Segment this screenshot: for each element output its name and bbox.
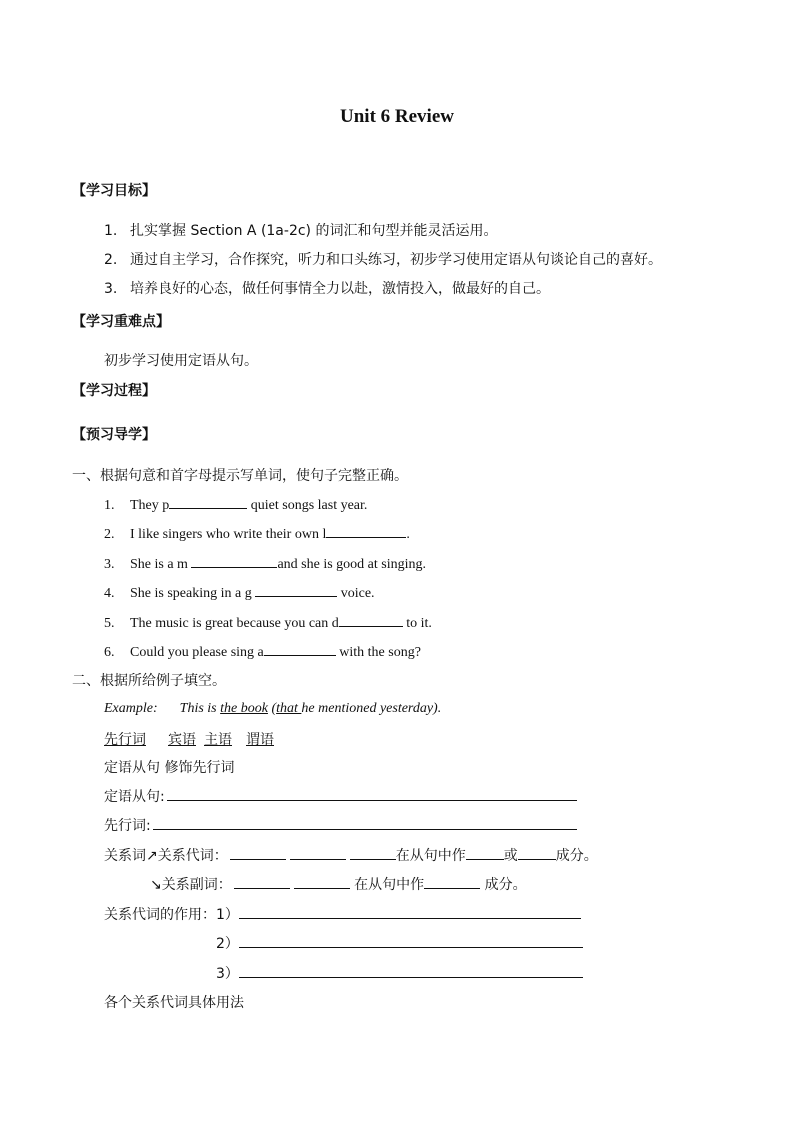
difficult-text: 初步学习使用定语从句。	[104, 353, 258, 369]
part1-heading: 一、根据句意和首字母提示写单词，使句子完整正确。	[72, 468, 408, 484]
answer-blank[interactable]	[518, 845, 556, 860]
answer-blank[interactable]	[294, 874, 350, 889]
answer-blank[interactable]	[239, 933, 583, 948]
fill-number: 5.	[104, 616, 115, 631]
fill-item	[104, 494, 367, 514]
answer-blank[interactable]	[234, 874, 290, 889]
section-process-heading: 【学习过程】	[72, 383, 156, 399]
goal-number: 3.	[104, 281, 118, 297]
pronoun-function-num: 2）	[216, 936, 239, 952]
fill-number: 4.	[104, 586, 115, 601]
section-difficult-heading: 【学习重难点】	[72, 314, 170, 330]
part2-heading: 二、根据所给例子填空。	[72, 673, 226, 689]
relative-pronoun-line	[104, 845, 598, 865]
fill-number: 2.	[104, 527, 115, 542]
example-open: (	[267, 701, 277, 716]
fill-number: 3.	[104, 557, 115, 572]
fill-after: with the song?	[335, 645, 421, 660]
example-sentence	[104, 701, 441, 717]
answer-blank[interactable]	[239, 904, 581, 919]
pronoun-function-line-2	[216, 933, 583, 953]
answer-blank[interactable]	[153, 815, 577, 830]
relative-adverb-mid: 在从句中作	[349, 877, 425, 893]
relative-adverb-line	[150, 874, 527, 894]
fill-before: The music is great because you can d	[130, 616, 339, 631]
antecedent-label: 先行词:	[104, 818, 151, 834]
example-label: Example:	[104, 701, 158, 716]
section-preview-heading: 【预习导学】	[72, 427, 156, 443]
relative-pronoun-or: 或	[503, 848, 518, 864]
answer-blank[interactable]	[339, 612, 403, 627]
relative-adverb-end: 成分。	[480, 877, 527, 893]
fill-before: I like singers who write their own l	[130, 527, 327, 542]
fill-item	[104, 523, 410, 543]
example-rest: he mentioned yesterday).	[301, 701, 442, 716]
relative-adverb-label: ↘关系副词：	[150, 877, 232, 893]
labels-row	[104, 729, 274, 749]
relative-pronoun-end: 成分。	[555, 848, 598, 864]
answer-blank[interactable]	[466, 845, 504, 860]
pronoun-function-label: 关系代词的作用：1）	[104, 907, 239, 923]
label-subject: 主语	[204, 732, 232, 748]
goal-item	[104, 220, 497, 240]
page-title: Unit 6 Review	[340, 106, 454, 127]
attributive-clause-label: 定语从句:	[104, 789, 165, 805]
clause-modifier-line: 定语从句 修饰先行词	[104, 760, 235, 776]
fill-after: quiet songs last year.	[247, 498, 368, 513]
attributive-clause-line	[104, 786, 577, 806]
relative-pronoun-mid: 在从句中作	[395, 848, 466, 864]
fill-after: .	[406, 527, 410, 542]
fill-before: She is speaking in a g	[130, 586, 256, 601]
pronoun-function-num: 3）	[216, 966, 239, 982]
antecedent-line	[104, 815, 577, 835]
fill-number: 6.	[104, 645, 115, 660]
relative-pronoun-label: 关系词↗关系代词：	[104, 848, 228, 864]
label-predicate: 谓语	[246, 732, 274, 748]
fill-before: Could you please sing a	[130, 645, 264, 660]
goal-text: 通过自主学习，合作探究，听力和口头练习，初步学习使用定语从句谈论自己的喜好。	[130, 252, 662, 268]
answer-blank[interactable]	[169, 494, 247, 509]
answer-blank[interactable]	[350, 845, 396, 860]
fill-before: They p	[130, 498, 170, 513]
fill-after: and she is good at singing.	[277, 557, 426, 572]
pronoun-function-line-3	[216, 963, 583, 983]
pronoun-usage-line: 各个关系代词具体用法	[104, 995, 244, 1011]
fill-item	[104, 612, 432, 632]
fill-item	[104, 582, 375, 602]
fill-after: voice.	[337, 586, 375, 601]
answer-blank[interactable]	[290, 845, 346, 860]
goal-text: 培养良好的心态，做任何事情全力以赴，激情投入，做最好的自己。	[130, 281, 550, 297]
goal-item	[104, 249, 662, 269]
fill-item	[104, 553, 426, 573]
answer-blank[interactable]	[191, 553, 277, 568]
example-relative: that	[276, 701, 302, 716]
example-pre: This is	[179, 701, 221, 716]
example-antecedent: the book	[220, 701, 268, 716]
pronoun-function-line-1	[104, 904, 581, 924]
label-object: 宾语	[168, 732, 196, 748]
fill-before: She is a m	[130, 557, 192, 572]
section-goals-heading: 【学习目标】	[72, 183, 156, 199]
answer-blank[interactable]	[424, 874, 480, 889]
goal-item	[104, 278, 550, 298]
label-antecedent: 先行词	[104, 732, 146, 748]
answer-blank[interactable]	[255, 582, 337, 597]
fill-number: 1.	[104, 498, 115, 513]
fill-item	[104, 641, 421, 661]
answer-blank[interactable]	[239, 963, 583, 978]
fill-after: to it.	[402, 616, 432, 631]
goal-number: 2.	[104, 252, 118, 268]
answer-blank[interactable]	[167, 786, 577, 801]
goal-text: 扎实掌握 Section A (1a-2c) 的词汇和句型并能灵活运用。	[130, 223, 498, 239]
answer-blank[interactable]	[264, 641, 336, 656]
answer-blank[interactable]	[326, 523, 406, 538]
answer-blank[interactable]	[230, 845, 286, 860]
goal-number: 1.	[104, 223, 118, 239]
